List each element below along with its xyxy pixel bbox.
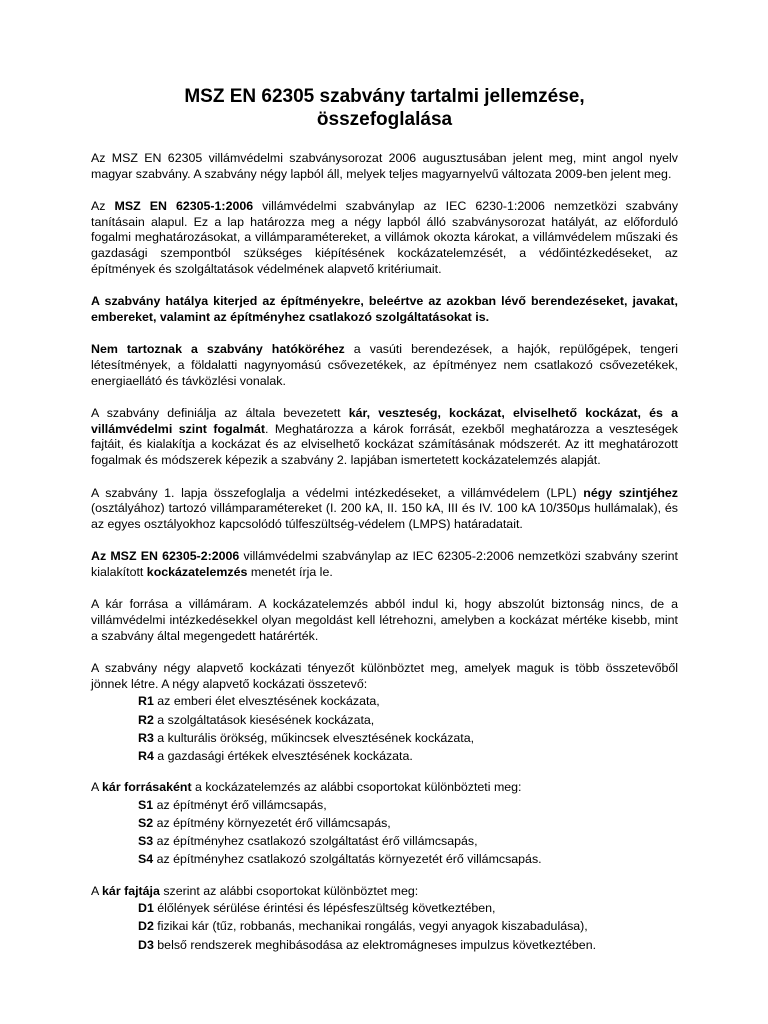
page-title (91, 85, 678, 131)
part1-paragraph: Az MSZ EN 62305-1:2006 villámvédelmi szabványlap az IEC 6230-1:2006 nemzetközi szabvány tanításain alapul. Ez a lap határozza meg a négy lapból álló szabványsorozat hatályát, az előforduló fogalmi meghatározásokat, a villámparamétereket, a villámok okozta károkat, a villámvédelem műszaki és gazdasági szempontból szükséges kiépítésének kockázatelemzését, a védőintézkedéseket, az építmények és szolgáltatások védelmének alapvető kritériumait. (91, 199, 679, 276)
scope-paragraph: A szabvány hatálya kiterjed az építményekre, beleértve az azokban lévő berendezéseket, javakat, embereket, valamint az építményhez csatlakozó szolgáltatásokat is. (91, 294, 678, 324)
lpl-paragraph: A szabvány 1. lapja összefoglalja a védelmi intézkedéseket, a villámvédelem (LPL) négy szintjéhez (osztályához) tartozó villámparamétereket (I. 200 kA, II. 150 kA, III és IV. 100 kA 10/350μs hullámalak), és az egyes osztályokhoz kapcsolódó túlfeszültség-védelem (LMPS) határadatait. (91, 485, 678, 531)
list-item: S3 az építményhez csatlakozó szolgáltatást érő villámcsapás, (138, 834, 478, 849)
sources-intro-paragraph: A kár forrásaként a kockázatelemzés az alábbi csoportokat különbözteti meg: (91, 780, 522, 795)
risk-intro-paragraph: A szabvány négy alapvető kockázati tényezőt különböztet meg, amelyek maguk is több összetevőből jönnek létre. A négy alapvető kockázati összetevő: (91, 661, 678, 691)
title-line-1: MSZ EN 62305 szabvány tartalmi jellemzése, (184, 86, 585, 107)
part2-paragraph: Az MSZ EN 62305-2:2006 villámvédelmi szabványlap az IEC 62305-2:2006 nemzetközi szabvány szerint kialakított kockázatelemzés menetét írja le. (91, 549, 678, 579)
list-item: S1 az építményt érő villámcsapás, (138, 797, 327, 812)
part2-standard-id: Az MSZ EN 62305-2:2006 (91, 549, 240, 564)
list-item: S2 az építmény környezetét érő villámcsapás, (138, 816, 391, 831)
list-item: D2 fizikai kár (tűz, robbanás, mechanikai rongálás, vegyi anyagok kiszabadulása), (138, 919, 588, 934)
list-item: R3 a kulturális örökség, műkincsek elvesztésének kockázata, (138, 730, 475, 745)
list-item: R4 a gazdasági értékek elvesztésének kockázata. (138, 749, 413, 764)
list-item: R2 a szolgáltatások kiesésének kockázata, (138, 712, 375, 727)
damage-intro-paragraph: A kár fajtája szerint az alábbi csoportokat különböztet meg: (91, 883, 419, 898)
damage-list (138, 899, 678, 954)
list-item: R1 az emberi élet elvesztésének kockázata, (138, 694, 380, 709)
intro-paragraph: Az MSZ EN 62305 villámvédelmi szabványsorozat 2006 augusztusában jelent meg, mint angol nyelv magyar szabvány. A szabvány négy lapból áll, melyek teljes magyarnyelvű változata 2009-ben jelent meg. (91, 151, 678, 181)
excluded-paragraph: Nem tartoznak a szabvány hatóköréhez a vasúti berendezések, a hajók, repülőgépek, tengeri létesítmények, a földalatti nagynyomású csővezetékek, az építményez nem csatlakozó csővezetékek, energiaellátó és távközlési vonalak. (91, 342, 678, 388)
title-line-2: összefoglalása (316, 109, 453, 130)
source-paragraph: A kár forrása a villámáram. A kockázatelemzés abból indul ki, hogy abszolút biztonság nincs, de a villámvédelmi intézkedésekkel olyan megoldást kell létrehozni, amelyben a kockázat mértéke kisebb, mint a szabvány által megengedett határérték. (91, 597, 678, 643)
definitions-paragraph: A szabvány definiálja az általa bevezetett kár, veszteség, kockázat, elviselhető kockázat, és a villámvédelmi szint fogalmát. Meghatározza a károk forrását, ezekből meghatározza a veszteségek fajtáit, és kialakítja a kockázat és az elviselhető kockázat számításának módszerét. Az itt meghatározott fogalmak és módszerek képezik a szabvány 2. lapjában ismertetett kockázatelemzés alapját. (91, 406, 678, 467)
list-item: S4 az építményhez csatlakozó szolgáltatás környezetét érő villámcsapás. (138, 852, 542, 867)
list-item: D3 belső rendszerek meghibásodása az elektromágneses impulzus következtében. (138, 937, 597, 952)
part1-standard-id: MSZ EN 62305-1:2006 (114, 199, 254, 214)
list-item: D1 élőlények sérülése érintési és lépésfeszültség következtében, (138, 901, 496, 916)
sources-list (138, 796, 678, 869)
risk-list (138, 692, 678, 765)
